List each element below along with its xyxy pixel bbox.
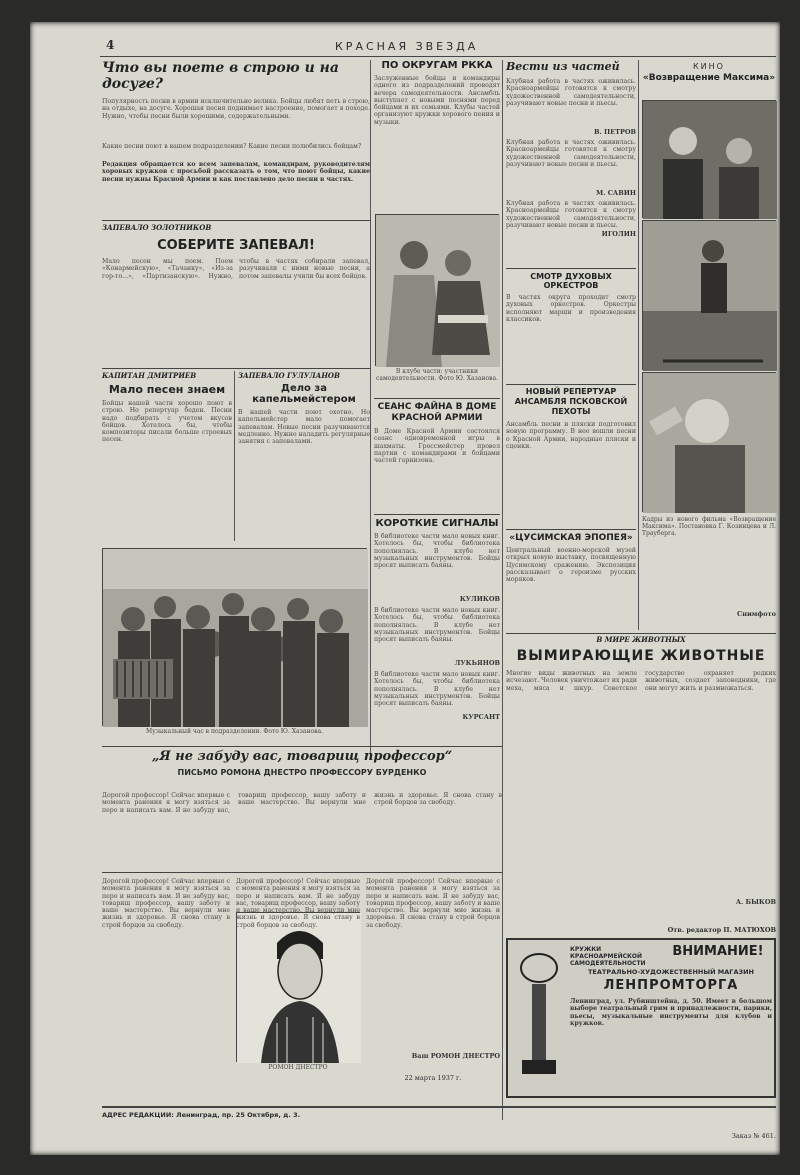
ansambl-title: НОВЫЙ РЕПЕРТУАР АНСАМБЛЯ ПСКОВСКОЙ ПЕХОТЫ: [514, 387, 628, 416]
rkka-title: ПО ОКРУГАМ РККА: [381, 60, 493, 71]
portrait-drawing: [236, 912, 360, 1062]
girls-photo: [375, 214, 499, 366]
lead-intro: Популярность песни в армии исключительно велика. Бойцы любят петь в строю, на отдыхе, на досуге. Хорошая песня поднимает настроение, помогает в походе. Нужно, чтобы песни были хорошими, содержательными.: [102, 98, 370, 120]
letter-header: [102, 749, 502, 789]
animals-title: ВЫМИРАЮЩИЕ ЖИВОТНЫЕ: [516, 648, 766, 664]
smotr-body: В частях округа проходит смотр духовых оркестров. Оркестры исполняют марши и произведения классиков.: [506, 294, 636, 323]
ad-mask-icon: [514, 948, 564, 1078]
rkka-body: Заслуженные бойцы и командиры одного из подразделений проводят вечера самодеятельности. Ансамбль выступает с новыми песнями перед бойцами и их семьями. Клубы частей организуют кружки хорового пения и музыки.: [374, 75, 500, 126]
letter-subtitle: ПИСЬМО РОМОНА ДНЕСТРО ПРОФЕССОРУ БУРДЕНКО: [177, 768, 427, 777]
kino-caption: Кадры из нового фильма «Возвращение Максима». Постановка Г. Козинцева и Л. Трауберга.: [642, 516, 776, 537]
group-photo-image: [103, 549, 368, 727]
kapitan-kicker: КАПИТАН ДМИТРИЕВ: [102, 371, 197, 380]
vesti-title: Вести из частей: [506, 60, 620, 73]
ad-title: ВНИМАНИЕ!: [672, 944, 764, 959]
group-photo: [102, 548, 367, 726]
kino-sig: Снимфото: [737, 610, 776, 618]
zapevalo2-article: [238, 371, 370, 541]
seans-body: В Доме Красной Армии состоялся сеанс одновременной игры в шахматы. Гроссмейстер провел партии с командирами и бойцами частей гарнизона.: [374, 428, 500, 465]
paper-name: КРАСНАЯ ЗВЕЗДА: [335, 40, 479, 53]
group-photo-caption: Музыкальный час в подразделении. Фото Ю. Хазанова.: [146, 728, 323, 735]
ad-logo: [514, 948, 564, 1078]
animals-body: Многие виды животных на земле исчезают. Человек уничтожает их ради меха, мяса и шкур. Советское государство охраняет редких животных, создает заповедники, где они могут жить и размножаться.: [506, 670, 776, 692]
signals-sig2: ЛУКЬЯНОВ: [454, 659, 500, 667]
girls-photo-caption: В клубе части: участники самодеятельности. Фото Ю. Хазанова.: [376, 368, 498, 382]
signals-article: [374, 518, 500, 742]
cusima-title: «ЦУСИМСКАЯ ЭПОПЕЯ»: [509, 533, 633, 543]
kino-still-1-image: [643, 101, 777, 219]
letter-title: „Я не забуду вас, товарищ профессор“: [151, 749, 453, 764]
kino-still-2: [642, 220, 776, 370]
editor-line: Отв. редактор П. МАТЮХОВ: [667, 926, 776, 934]
portrait-image: [237, 913, 361, 1063]
vesti-sig3: ИГОЛИН: [601, 230, 636, 238]
letter-body-col3: Дорогой профессор! Сейчас впервые с момента ранения я могу взяться за перо и написать вам. Я не забуду вас, товарищ профессор, вашу заботу и ваше мастерство. Вы вернули мне жизнь и здоровье. Я снова стану в строй борцов за свободу.: [366, 878, 500, 929]
smotr-article: [506, 272, 636, 382]
signals-body-2: В библиотеке части мало новых книг. Хотелось бы, чтобы библиотека пополнялась. В клубе нет музыкальных инструментов. Бойцы просят выписать баяны.: [374, 607, 500, 644]
zapevalo-article: [102, 223, 370, 368]
kapitan-body: Бойцы нашей части хорошо поют в строю. Но репертуар беден. Песни надо подбирать с учетом вкусов бойцов. Хотелось бы, чтобы композиторы писали больше строевых песен.: [102, 400, 232, 444]
zapevalo-title: СОБЕРИТЕ ЗАПЕВАЛ!: [157, 238, 315, 253]
kino-header: [642, 62, 776, 98]
footer-address: АДРЕС РЕДАКЦИИ: Ленинград, пр. 25 Октября, д. 3.: [102, 1111, 301, 1119]
zapevalo2-title: Дело за капельмейстером: [252, 383, 356, 405]
vesti-body-2: Клубная работа в частях оживилась. Красноармейцы готовятся к смотру художественной самодеятельности, разучивают новые песни и пьесы.: [506, 139, 636, 168]
ansambl-article: [506, 387, 636, 527]
portrait-caption: РОМОН ДНЕСТРО: [268, 1064, 328, 1071]
kino-still-3: [642, 372, 776, 512]
kino-still-1: [642, 100, 776, 218]
signals-title: КОРОТКИЕ СИГНАЛЫ: [375, 518, 499, 529]
kino-still-3-image: [643, 373, 777, 513]
cusima-body: Центральный военно-морской музей открыл новую выставку, посвященную Цусимскому сражению. Экспозиция рассказывает о героизме русских моряков.: [506, 547, 636, 584]
lead-article: [102, 60, 370, 220]
signals-sig1: КУЛИКОВ: [459, 595, 500, 603]
seans-title: СЕАНС ФАЙНА В ДОМЕ КРАСНОЙ АРМИИ: [377, 402, 497, 423]
animals-article: [506, 635, 776, 925]
lead-question: Какие песни поют в вашем подразделении? Какие песни полюбились бойцам?: [102, 143, 362, 150]
kapitan-title: Мало песен знаем: [108, 383, 226, 396]
ad-name: ЛЕНПРОМТОРГА: [603, 978, 739, 993]
letter-body-col2: Дорогой профессор! Сейчас впервые с момента ранения я могу взяться за перо и написать вам. Я не забуду вас, товарищ профессор, вашу заботу и ваше мастерство. Вы вернули мне жизнь и здоровье. Я снова стану в строй борцов за свободу.: [236, 878, 360, 929]
vesti-article: [506, 60, 636, 260]
animals-kicker: В МИРЕ ЖИВОТНЫХ: [596, 635, 686, 644]
letter-body-col1: Дорогой профессор! Сейчас впервые с момента ранения я могу взяться за перо и написать вам. Я не забуду вас, товарищ профессор, вашу заботу и ваше мастерство. Вы вернули мне жизнь и здоровье. Я снова стану в строй борцов за свободу.: [102, 878, 230, 929]
lead-title: Что вы поете в строю и на досуге?: [102, 60, 339, 92]
ansambl-body: Ансамбль песни и пляски подготовил новую программу. В нее вошли песни о Красной Армии, народные пляски и сценки.: [506, 421, 636, 450]
seans-article: [374, 402, 500, 512]
rkka-article: [374, 60, 500, 212]
letter-intro: Дорогой профессор! Сейчас впервые с момента ранения я могу взяться за перо и написать вам. Я не забуду вас, товарищ профессор, вашу заботу и ваше мастерство. Вы вернули мне жизнь и здоровье. Я снова стану в строй борцов за свободу.: [102, 792, 502, 814]
vesti-sig1: В. ПЕТРОВ: [594, 128, 636, 136]
ad-line2: ТЕАТРАЛЬНО-ХУДОЖЕСТВЕННЫЙ МАГАЗИН: [588, 968, 754, 976]
kino-label: КИНО: [693, 62, 725, 71]
vesti-sig2: М. САВИН: [596, 189, 636, 197]
zapevalo-body: Мало песен мы поем. Поем «Конармейскую», «Тачанку», «Из-за гор-то...», «Партизанскую». Нужно, чтобы в частях собирали запевал, разучивали с ними новые песни, а потом запевалы учили бы всех бойцов.: [102, 258, 370, 280]
lead-call: Редакция обращается ко всем запевалам, командирам, руководителям хоровых кружков с просьбой рассказать о том, что поют бойцы, какие песни нужны Красной Армии и как поставлено дело песни в частях.: [102, 161, 370, 183]
ad-body: Ленинград, ул. Рубинштейна, д. 50. Имеет в большом выборе театральный грим и принадлежности, парики, пьесы, музыкальные инструменты для клубов и кружков.: [570, 998, 772, 1027]
newspaper-page: [30, 22, 780, 1155]
girls-photo-image: [376, 215, 500, 367]
smotr-title: СМОТР ДУХОВЫХ ОРКЕСТРОВ: [530, 272, 612, 290]
letter-date: 22 марта 1937 г.: [404, 1074, 462, 1082]
vesti-body-3: Клубная работа в частях оживилась. Красноармейцы готовятся к смотру художественной самодеятельности, разучивают новые песни и пьесы.: [506, 200, 636, 229]
signals-body: В библиотеке части мало новых книг. Хотелось бы, чтобы библиотека пополнялась. В клубе нет музыкальных инструментов. Бойцы просят выписать баяны.: [374, 533, 500, 570]
ad-box: [506, 938, 776, 1098]
page-number: 4: [106, 38, 115, 52]
zapevalo-kicker: ЗАПЕВАЛО ЗОЛОТНИКОВ: [102, 223, 212, 232]
animals-sig: А. БЫКОВ: [735, 898, 776, 906]
vesti-body: Клубная работа в частях оживилась. Красноармейцы готовятся к смотру художественной самодеятельности, разучивают новые песни и пьесы.: [506, 78, 636, 107]
zapevalo2-body: В нашей части поют охотно. Но капельмейстер мало помогает запевалам. Новые песни разучиваются медленно. Нужно наладить регулярные занятия с запевалами.: [238, 409, 370, 446]
cusima-article: [506, 533, 636, 631]
letter-sig: Ваш РОМОН ДНЕСТРО: [411, 1052, 500, 1060]
zapevalo2-kicker: ЗАПЕВАЛО ГУЛУЛАНОВ: [238, 371, 340, 380]
kapitan-article: [102, 371, 232, 541]
ad-top: КРУЖКИ КРАСНОАРМЕЙСКОЙ САМОДЕЯТЕЛЬНОСТИ: [570, 946, 646, 967]
footer-order: Заказ № 461.: [731, 1132, 776, 1140]
kino-title: «Возвращение Максима»: [642, 73, 776, 83]
signals-sig3: КУРСАНТ: [462, 713, 500, 721]
signals-body-3: В библиотеке части мало новых книг. Хотелось бы, чтобы библиотека пополнялась. В клубе нет музыкальных инструментов. Бойцы просят выписать баяны.: [374, 671, 500, 708]
kino-still-2-image: [643, 221, 777, 371]
